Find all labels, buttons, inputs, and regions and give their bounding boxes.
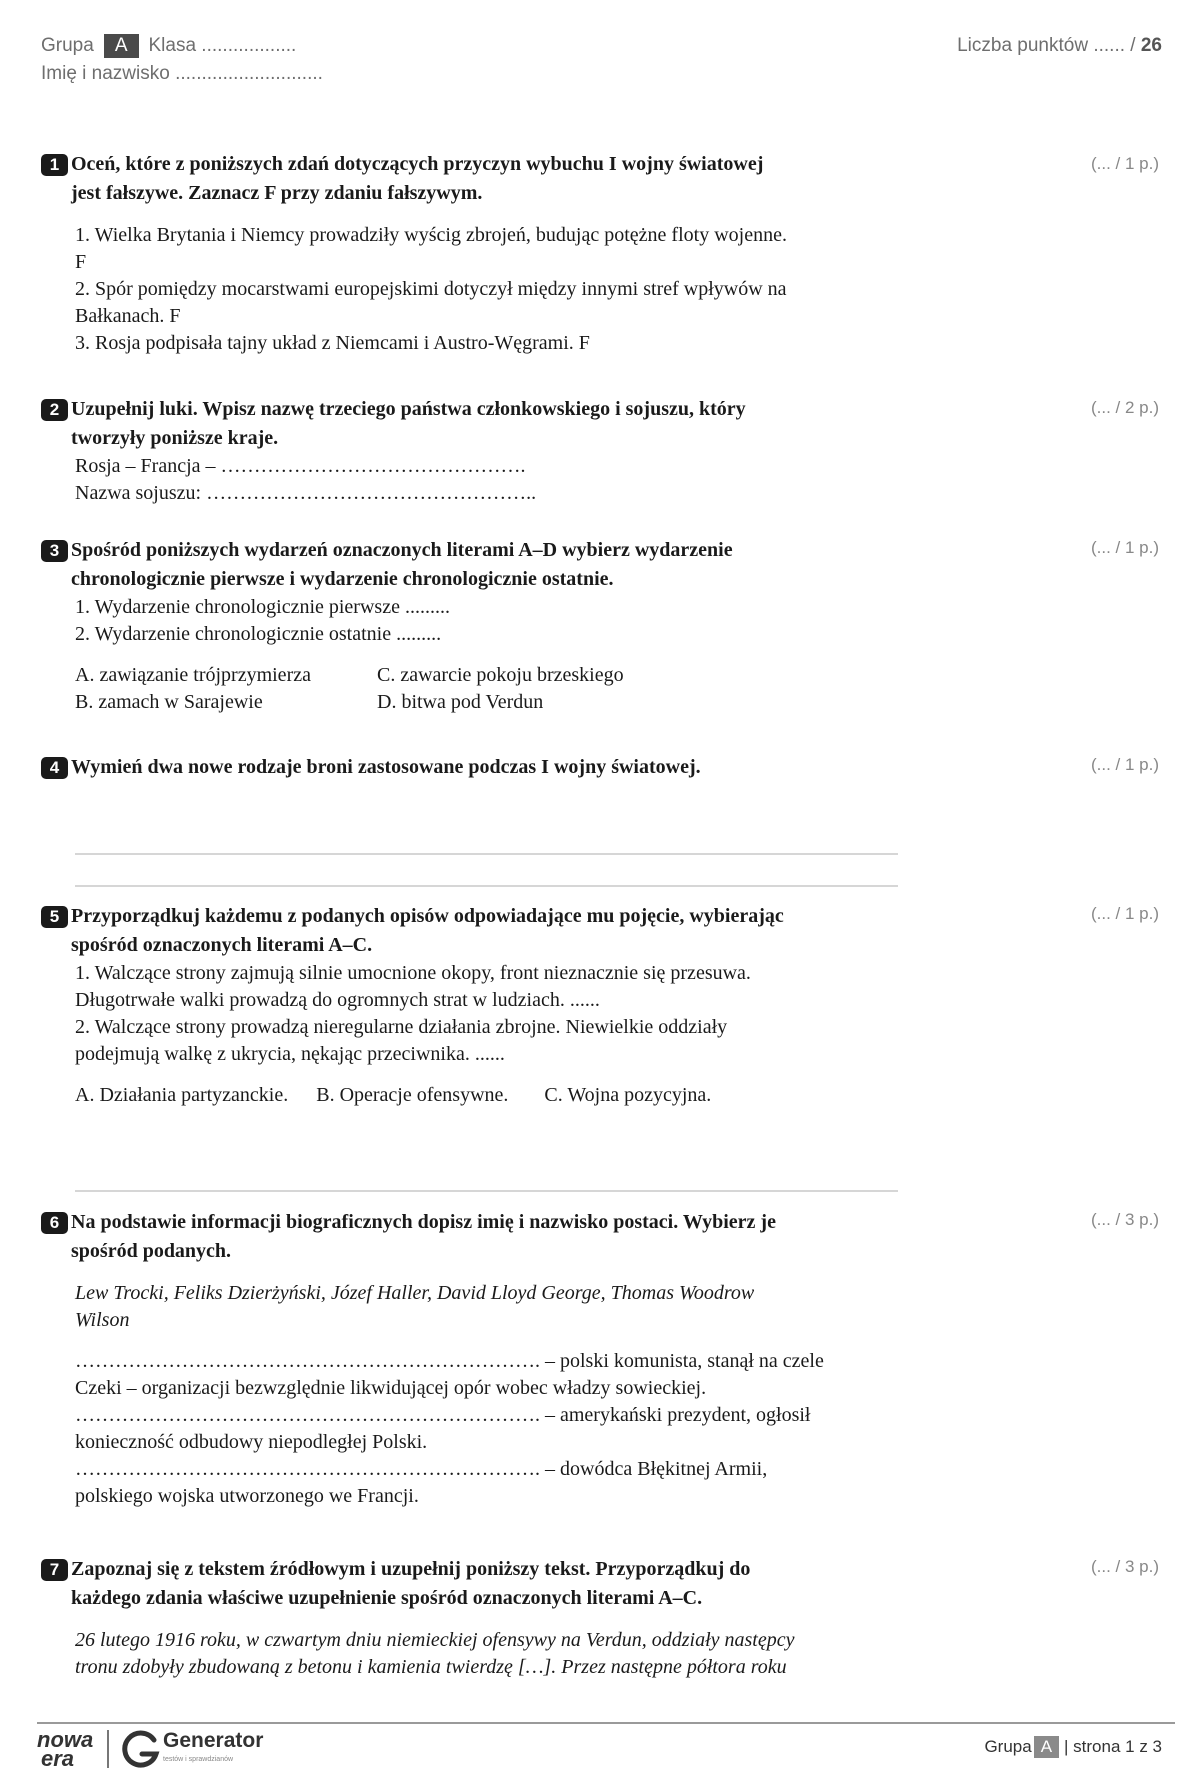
answer-line: 1. Wydarzenie chronologicznie pierwsze ......... [75,596,450,618]
task-5-points: (... / 1 p.) [1090,904,1159,923]
task-body [75,1280,901,1510]
footer-page-info [984,1736,1162,1758]
question-line: Zapoznaj się z tekstem źródłowym i uzupełnij poniższy tekst. Przyporządkuj do [71,1558,751,1580]
answer-rule [75,853,898,855]
option: C. zawarcie pokoju brzeskiego [377,664,624,686]
option: B. zamach w Sarajewie [75,691,263,713]
task-2-points: (... / 2 p.) [1090,398,1159,417]
generator-logo-subtitle: testów i sprawdzianów [163,1756,234,1763]
description-line: podejmują walkę z ukrycia, nękając przeciwnika. ...... [75,1043,505,1065]
task-body [75,960,901,1109]
nowa-era-logo [37,1727,94,1771]
answer-rule [75,885,898,887]
task-question [71,536,733,594]
statement-line: 2. Spór pomiędzy mocarstwami europejskimi dotyczył między innymi stref wpływów na [75,278,787,300]
bio-line: Czeki – organizacji bezwzględnie likwidującej opór wobec władzy sowieckiej. [75,1377,707,1399]
group-badge: A [104,34,139,58]
description-line: Długotrwałe walki prowadzą do ogromnych strat w ludziach. ...... [75,989,600,1011]
question-line: Uzupełnij luki. Wpisz nazwę trzeciego państwa członkowskiego i sojuszu, który [71,398,746,420]
description-line: 2. Walczące strony prowadzą nieregularne działania zbrojne. Niewielkie oddziały [75,1016,728,1038]
statement-line: 3. Rosja podpisała tajny układ z Niemcami i Austro-Węgrami. F [75,332,590,354]
bio-line: ……………………………………………………………. – polski komunista, stanął na czele [75,1350,824,1372]
description-line: 1. Walczące strony zajmują silnie umocnione okopy, front nieznacznie się przesuwa. [75,962,751,984]
task-question [71,395,746,453]
footer-group-badge: A [1034,1736,1059,1758]
task-1-points: (... / 1 p.) [1090,154,1159,173]
option: D. bitwa pod Verdun [377,691,544,713]
task-1 [41,150,901,357]
task-3 [41,536,901,716]
class-field: Klasa .................. [148,35,297,56]
task-5 [41,902,901,1109]
answer-line: 2. Wydarzenie chronologicznie ostatnie ......... [75,623,442,645]
fill-line: Rosja – Francja – ………………………………………. [75,455,526,477]
question-line: każdego zdania właściwe uzupełnienie spośród oznaczonych literami A–C. [71,1587,703,1609]
bio-line: polskiego wojska utworzonego we Francji. [75,1485,419,1507]
generator-logo-text: Generator [163,1729,264,1752]
source-line: tronu zdobyły zbudowaną z betonu i kamienia twierdzę […]. Przez następne półtora roku [75,1656,787,1678]
task-number-badge: 3 [41,540,68,562]
header-row-name [41,60,323,88]
task-number-badge: 6 [41,1212,68,1234]
option: A. Działania partyzanckie. [75,1084,289,1106]
question-line: Na podstawie informacji biograficznych dopisz imię i nazwisko postaci. Wybierz je [71,1211,776,1233]
question-line: Wymień dwa nowe rodzaje broni zastosowane podczas I wojny światowej. [71,756,701,778]
header [41,32,323,88]
task-7-points: (... / 3 p.) [1090,1557,1159,1576]
name-field: Imię i nazwisko ............................ [41,63,323,84]
task-body [75,222,901,357]
task-6 [41,1208,901,1510]
task-3-points: (... / 1 p.) [1090,538,1159,557]
question-line: chronologicznie pierwsze i wydarzenie chronologicznie ostatnie. [71,568,614,590]
source-line: 26 lutego 1916 roku, w czwartym dniu niemieckiej ofensywy na Verdun, oddziały następcy [75,1629,795,1651]
task-body [75,453,901,507]
question-line: tworzyły poniższe kraje. [71,427,279,449]
options-row [75,1082,901,1109]
logo-separator [107,1730,109,1768]
fill-line: Nazwa sojuszu: ………………………………………….. [75,482,537,504]
bio-line: konieczność odbudowy niepodległej Polski. [75,1431,428,1453]
names-line: Lew Trocki, Feliks Dzierżyński, Józef Haller, David Lloyd George, Thomas Woodrow [75,1282,755,1304]
question-line: Spośród poniższych wydarzeń oznaczonych literami A–D wybierz wydarzenie [71,539,733,561]
bio-line: ……………………………………………………………. – amerykański prezydent, ogłosił [75,1404,811,1426]
task-body [75,594,901,716]
task-number-badge: 1 [41,154,68,176]
separator-rule [75,1190,898,1192]
task-number-badge: 2 [41,399,68,421]
source-text [75,1627,901,1681]
question-line: jest fałszywe. Zaznacz F przy zdaniu fałszywym. [71,182,483,204]
task-7 [41,1555,901,1681]
task-6-points: (... / 3 p.) [1090,1210,1159,1229]
task-4 [41,753,901,782]
task-number-badge: 4 [41,757,68,779]
names-list [75,1280,901,1334]
option: A. zawiązanie trójprzymierza [75,664,311,686]
score-field [957,32,1162,60]
question-line: Przyporządkuj każdemu z podanych opisów odpowiadające mu pojęcie, wybierając [71,905,784,927]
group-label: Grupa [41,35,94,56]
score-total: 26 [1140,35,1162,56]
task-question [71,753,701,782]
bio-line: ……………………………………………………………. – dowódca Błękitnej Armii, [75,1458,768,1480]
footer-page-number: | strona 1 z 3 [1064,1737,1162,1756]
task-question [71,150,763,208]
header-row-group [41,32,323,60]
options-grid [75,662,901,716]
logo-era-text: era [41,1746,75,1771]
generator-g-icon [118,1728,162,1772]
statement-line: Bałkanach. F [75,305,181,327]
question-line: spośród oznaczonych literami A–C. [71,934,373,956]
task-question [71,1208,776,1266]
task-number-badge: 7 [41,1559,68,1581]
option: B. Operacje ofensywne. [316,1084,509,1106]
question-line: Oceń, które z poniższych zdań dotyczących przyczyn wybuchu I wojny światowej [71,153,764,175]
task-number-badge: 5 [41,906,68,928]
question-line: spośród podanych. [71,1240,232,1262]
logo-nowa-text: nowa [37,1727,94,1752]
task-question [71,902,784,960]
task-2 [41,395,901,507]
task-question [71,1555,750,1613]
score-label: Liczba punktów ...... / [957,35,1136,56]
names-line: Wilson [75,1309,130,1331]
footer-group-label: Grupa [984,1737,1032,1756]
footer-rule [37,1722,1175,1724]
option: C. Wojna pozycyjna. [544,1084,712,1106]
statement-line: F [75,251,87,273]
task-4-points: (... / 1 p.) [1090,755,1159,774]
statement-line: 1. Wielka Brytania i Niemcy prowadziły wyścig zbrojeń, budując potężne floty wojenne. [75,224,787,246]
